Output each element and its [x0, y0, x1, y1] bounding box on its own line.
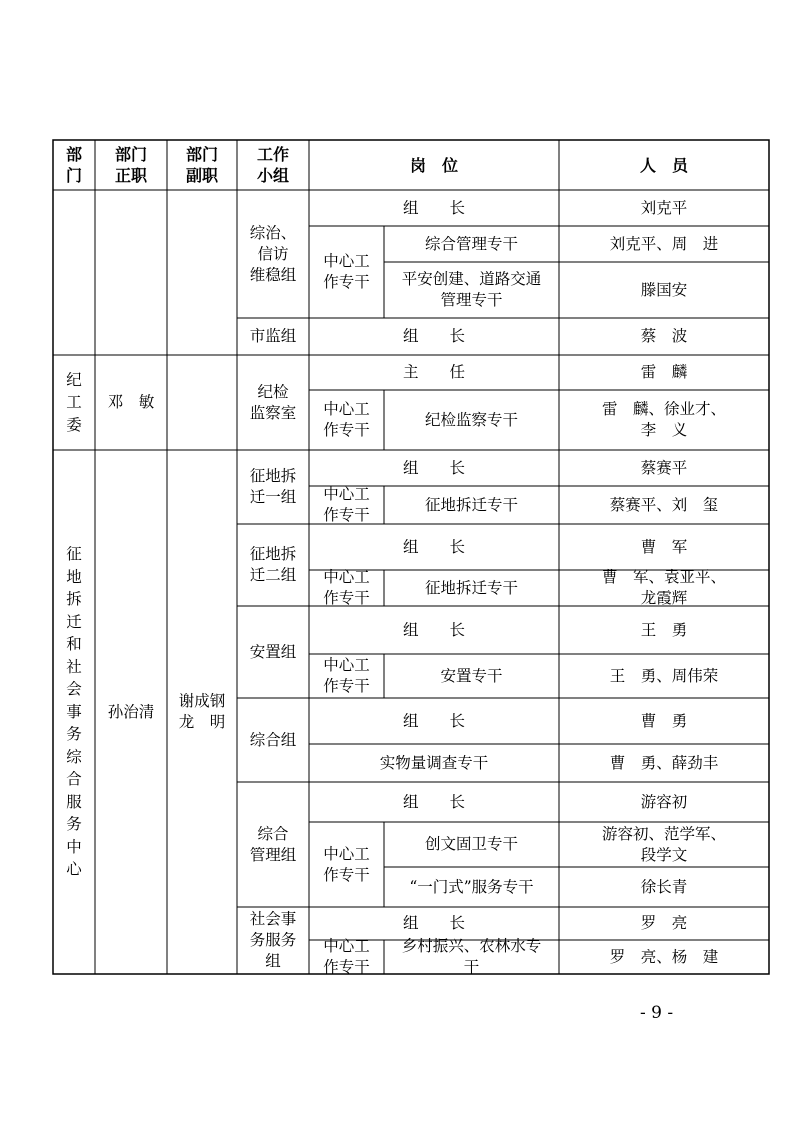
staff-leader [559, 318, 769, 355]
post-item [384, 390, 559, 450]
post-center-text: 中心工 作专干 [323, 568, 370, 607]
staff-item [559, 226, 769, 262]
group-chaiqian-2-text: 征地拆 迁二组 [249, 545, 297, 584]
staff-item [559, 744, 769, 782]
staff-leader-text: 曹 军 [640, 537, 688, 556]
page-number: - 9 - [640, 1003, 674, 1023]
staff-item [559, 570, 769, 606]
header-deputy-text: 部门 副职 [185, 145, 218, 185]
staff-item [559, 822, 769, 867]
staff-leader-text: 雷 麟 [640, 363, 688, 381]
post-item-text: 平安创建、道路交通 管理专干 [401, 270, 542, 309]
staff-item-text: 游容初、范学军、 段学文 [601, 824, 726, 864]
post-center [309, 654, 384, 698]
header-dept-text: 部 门 [65, 145, 82, 185]
group-jijian-text: 纪检 监察室 [249, 382, 297, 422]
staff-item-text: 曹 勇、薛劲丰 [609, 753, 719, 772]
staff-leader [559, 450, 769, 486]
head-sunzhiqing-text: 孙治清 [107, 702, 155, 721]
header-group [237, 140, 309, 190]
post-center-text: 中心工 作专干 [323, 656, 370, 695]
group-shehui-shiwu [237, 907, 309, 974]
post-leader [309, 698, 559, 744]
staff-item-text: 刘克平、周 进 [609, 234, 719, 253]
group-zonghe-text: 综合组 [249, 730, 297, 749]
header-post [309, 140, 559, 190]
dept-zhengdi-text: 征 地 拆 迁 和 社 会 事 务 综 合 服 务 中 心 [66, 545, 82, 879]
post-leader-text: 组 长 [402, 792, 465, 811]
post-item [384, 486, 559, 524]
post-center-text: 中心工 作专干 [323, 485, 370, 524]
post-item-text: 征地拆迁专干 [424, 578, 518, 597]
staff-leader [559, 190, 769, 226]
post-item-text: 征地拆迁专干 [424, 495, 518, 514]
staff-leader-text: 刘克平 [640, 198, 688, 217]
staff-table [53, 140, 769, 974]
post-leader-text: 组 长 [402, 914, 465, 932]
dept-jigongwei [53, 355, 95, 450]
staff-item-text: 蔡赛平、刘 玺 [609, 495, 719, 514]
staff-item [559, 940, 769, 974]
post-center [309, 390, 384, 450]
post-item [309, 744, 559, 782]
header-deputy [167, 140, 237, 190]
post-center-text: 中心工 作专干 [323, 844, 370, 884]
post-item-text: 安置专干 [440, 666, 503, 685]
header-dept [53, 140, 95, 190]
post-center-text: 中心工 作专干 [323, 252, 370, 291]
post-leader-text: 组 长 [402, 620, 465, 639]
post-leader-text: 组 长 [402, 458, 465, 477]
post-item [384, 262, 559, 318]
group-chaiqian-2 [237, 524, 309, 606]
staff-leader-text: 蔡赛平 [640, 458, 688, 477]
staff-item [559, 262, 769, 318]
dept-jigongwei-text: 纪 工 委 [66, 370, 82, 434]
post-leader [309, 606, 559, 654]
dept-zhengdi [53, 450, 95, 974]
post-leader [309, 524, 559, 570]
post-item-text: 创文固卫专干 [424, 835, 518, 853]
post-center-text: 中心工 作专干 [323, 400, 370, 439]
staff-leader [559, 782, 769, 822]
staff-item-text: 罗 亮、杨 建 [609, 947, 719, 966]
header-head [95, 140, 167, 190]
staff-leader [559, 698, 769, 744]
staff-item [559, 486, 769, 524]
post-director-text: 主 任 [402, 363, 465, 381]
staff-item [559, 390, 769, 450]
post-item [384, 867, 559, 907]
staff-leader [559, 524, 769, 570]
staff-leader-text: 蔡 波 [640, 327, 688, 345]
post-center-text: 中心工 作专干 [323, 937, 370, 976]
staff-item-text: 滕国安 [640, 280, 688, 299]
head-dengmin [95, 355, 167, 450]
post-leader [309, 782, 559, 822]
staff-leader-text: 游容初 [640, 792, 688, 811]
group-zongzhi [237, 190, 309, 318]
staff-item-text: 雷 麟、徐业才、 李 义 [601, 400, 726, 439]
group-zongzhi-text: 综治、 信访 维稳组 [249, 223, 297, 284]
group-anzhi [237, 606, 309, 698]
group-zonghe-guanli [237, 782, 309, 907]
group-shijian [237, 318, 309, 355]
header-staff-text: 人 员 [639, 155, 688, 175]
staff-item-text: 王 勇、周伟荣 [609, 666, 719, 685]
staff-leader-text: 王 勇 [640, 620, 688, 639]
staff-leader-text: 曹 勇 [640, 711, 688, 730]
post-leader-text: 组 长 [402, 327, 465, 345]
post-leader-text: 组 长 [402, 537, 465, 556]
group-zonghe-guanli-text: 综合 管理组 [249, 824, 297, 864]
staff-item [559, 867, 769, 907]
head-sunzhiqing [95, 450, 167, 974]
post-item [384, 226, 559, 262]
post-center [309, 486, 384, 524]
post-item [384, 937, 559, 976]
post-item [384, 654, 559, 698]
deputy-xie-long-text: 谢成钢 龙 明 [178, 692, 226, 731]
deputy-empty [167, 190, 237, 355]
deputy-xie-long [167, 450, 237, 974]
post-leader [309, 450, 559, 486]
post-leader-text: 组 长 [402, 711, 465, 730]
head-empty [95, 190, 167, 355]
post-center [309, 937, 384, 976]
staff-leader [559, 355, 769, 390]
post-item-text: 乡村振兴、农林水专 干 [401, 937, 542, 976]
post-item [384, 822, 559, 867]
post-leader [309, 190, 559, 226]
group-shijian-text: 市监组 [249, 327, 297, 345]
post-leader-text: 组 长 [402, 198, 465, 217]
staff-leader-text: 罗 亮 [640, 914, 688, 932]
head-dengmin-text: 邓 敏 [107, 393, 155, 411]
header-staff [559, 140, 769, 190]
post-director [309, 355, 559, 390]
staff-item-text: 曹 军、袁亚平、 龙霞辉 [601, 568, 726, 607]
staff-leader [559, 907, 769, 940]
header-post-text: 岗 位 [409, 155, 458, 175]
header-group-text: 工作 小组 [256, 145, 289, 185]
post-leader [309, 318, 559, 355]
post-item-text: 纪检监察专干 [424, 410, 518, 429]
post-center [309, 822, 384, 907]
staff-item [559, 654, 769, 698]
header-head-text: 部门 正职 [114, 145, 147, 185]
group-chaiqian-1-text: 征地拆 迁一组 [249, 467, 297, 506]
post-item-text: “一门式”服务专干 [409, 877, 534, 896]
post-item [384, 570, 559, 606]
group-jijian [237, 355, 309, 450]
group-shehui-shiwu-text: 社会事 务服务 组 [249, 910, 297, 970]
post-item-text: 实物量调查专干 [379, 753, 489, 772]
dept-empty [53, 190, 95, 355]
post-center [309, 570, 384, 606]
deputy-empty [167, 355, 237, 450]
group-chaiqian-1 [237, 450, 309, 524]
group-anzhi-text: 安置组 [249, 642, 297, 661]
post-center [309, 226, 384, 318]
staff-item-text: 徐长青 [640, 877, 688, 896]
post-item-text: 综合管理专干 [424, 234, 518, 253]
staff-leader [559, 606, 769, 654]
group-zonghe [237, 698, 309, 782]
